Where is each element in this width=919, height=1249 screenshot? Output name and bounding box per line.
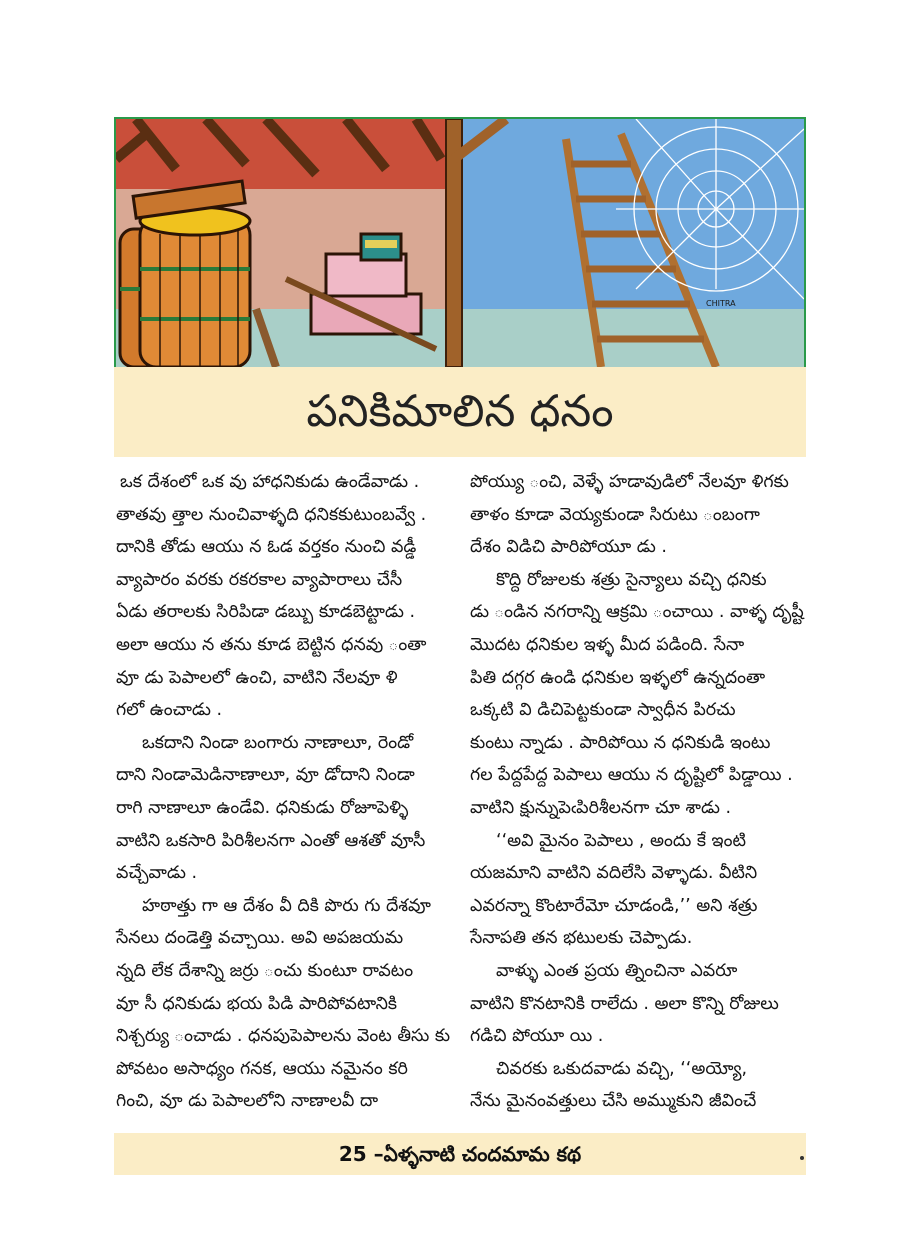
storeroom-illustration: [116, 119, 804, 367]
text-line: గించి, వూ డు పెపాలలోని నాణాలవీ దా: [116, 1091, 379, 1112]
page-mark: [800, 1156, 804, 1160]
text-line: వూ సీ ధనికుడు భయ పిడి పారిపోవటానికి: [116, 993, 398, 1014]
text-line: కొద్ది రోజులకు శత్రు సైన్యాలు వచ్చి ధనికు: [496, 569, 767, 590]
page-footer: 25 –ఏళ్ళనాటి చందమామ కథ: [114, 1133, 806, 1175]
text-line: ‘‘అవి మైనం పెపాలు , అందు కే ఇంటి: [496, 830, 746, 851]
text-line: హఠాత్తు గా ఆ దేశం వీ దికి పొరు గు దేశవూ: [142, 895, 431, 916]
text-line: నేను మైనంవత్తులు చేసి అమ్ముకుని జీవించే: [470, 1091, 757, 1112]
text-line: ఒక దేశంలో ఒక వు హాధనికుడు ఉండేవాడు .: [120, 472, 420, 492]
text-line: ఎవరన్నా కొంటారేమో చూడండి,’’ అని శత్రు: [470, 895, 758, 916]
text-line: వాళ్ళు ఎంత ప్రయ త్నించినా ఎవరూ: [496, 960, 738, 981]
artist-signature: CHITRA: [706, 299, 736, 308]
title-band: [114, 367, 806, 457]
text-line: సేనలు దండెత్తి వచ్చాయి. అవి అపజయమ: [116, 928, 404, 949]
text-line: దాని నిండామెడినాణాలూ, వూ డోదాని నిండా: [116, 765, 415, 786]
text-line: మొదట ధనికుల ఇళ్ళ మీద పడింది. సేనా: [470, 634, 745, 655]
barrels: [120, 181, 250, 367]
story-illustration: [114, 117, 806, 367]
text-line: గడిచి పోయూ యి .: [470, 1026, 604, 1047]
text-line: గల పేద్దపేద్ద పెపాలు ఆయు న దృష్టిలో పిడ్డాయి .: [470, 765, 793, 786]
text-line: దానికి తోడు ఆయు న ఓడ వర్తకం నుంచి వడ్డీ: [116, 537, 417, 558]
text-line: వాటిని కొనటానికి రాలేదు . అలా కొన్ని రోజులు: [470, 993, 779, 1014]
text-line: న్నది లేక దేశాన్ని జర్రు ంచు కుంటూ రావటం: [116, 960, 414, 981]
text-line: తాళం కూడా వెయ్యకుండా సిరుటు ంబంగా: [470, 504, 760, 525]
text-line: పితి దగ్గర ఉండి ధనికుల ఇళ్ళలో ఉన్నదంతా: [470, 667, 766, 688]
text-line: వాటిని ఒకసారి పిరిశీలనగా ఎంతో ఆశతో వూసీ: [116, 830, 426, 851]
text-line: ఏడు తరాలకు సిరిపిడా డబ్బు కూడబెట్టాడు .: [116, 602, 416, 623]
text-line: వ్యాపారం వరకు రకరకాల వ్యాపారాలు చేసీ: [116, 569, 403, 590]
text-line: వచ్చేవాడు .: [116, 863, 198, 884]
text-line: గలో ఉంచాడు .: [116, 700, 223, 721]
text-line: రాగి నాణాలూ ఉండేవి. ధనికుడు రోజూపెళ్ళి: [116, 797, 409, 818]
text-line: పోయ్యు ంచి, వెళ్ళే హడావుడిలో నేలవూ ళిగకు: [470, 472, 789, 492]
text-line: దేశం విడిచి పారిపోయూ డు .: [470, 537, 667, 558]
text-line: డు ండిన నగరాన్ని ఆక్రమి ంచాయి . వాళ్ళ దృష్టీ: [470, 602, 804, 623]
text-line: సేనాపతి తన భటులకు చెప్పాడు.: [470, 928, 693, 949]
story-title: పనికిమాలిన ధనం: [306, 386, 614, 437]
text-line: అలా ఆయు న తను కూడ బెట్టిన ధనవు ంతా: [116, 634, 427, 655]
text-line: వాటిని క్షున్నుపెఁపిరిశీలనగా చూ శాడు .: [470, 797, 732, 818]
text-line: పోవటం అసాధ్యం గనక, ఆయు నమైనం కరి: [116, 1058, 408, 1079]
text-line: ఒక్కటి వి డిచిపెట్టకుండా స్వాధీన పిరచు: [470, 700, 736, 721]
text-line: చివరకు ఒకుదవాడు వచ్చి, ‘‘అయ్యో,: [496, 1058, 748, 1079]
right-column: [470, 466, 808, 1118]
text-line: కుంటు న్నాడు . పారిపోయి న ధనికుడి ఇంటు: [470, 732, 771, 753]
text-line: తాతవు త్తాల నుంచివాళ్ళది ధనికకుటుంబవ్వే .: [116, 504, 427, 525]
left-column: [116, 466, 454, 1118]
text-line: ఒకదాని నిండా బంగారు నాణాలూ, రెండో: [142, 732, 414, 753]
text-line: యజమాని వాటిని వదిలేసి వెళ్ళాడు. వీటిని: [470, 863, 758, 884]
text-line: వూ డు పెపాలలో ఉంచి, వాటిని నేలవూ ళి: [116, 667, 398, 688]
text-line: నిశ్చర్యు ంచాడు . ధనపుపెపాలను వెంట తీసు కు: [116, 1026, 451, 1047]
